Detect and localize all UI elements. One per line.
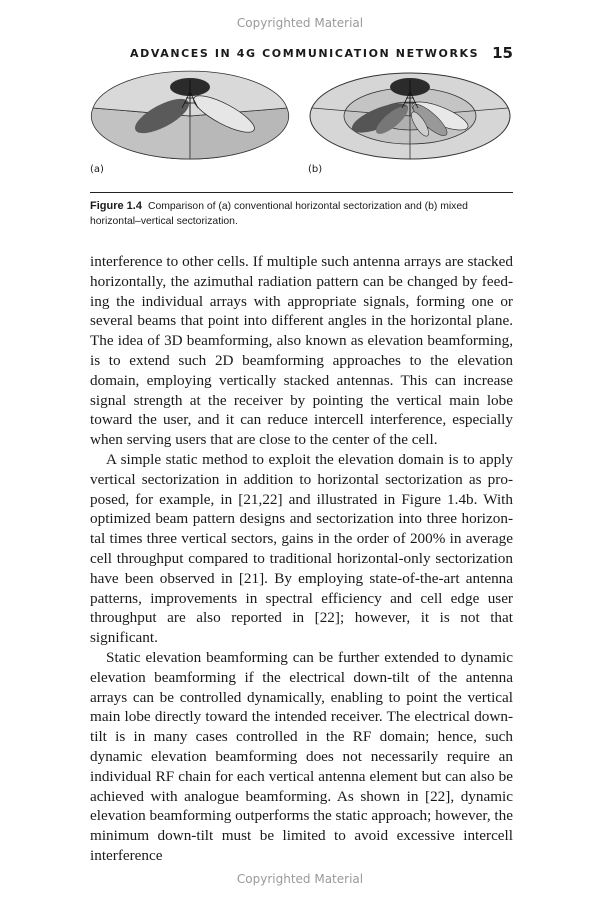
caption-rule	[90, 192, 513, 193]
panel-b-label: (b)	[308, 164, 323, 175]
copyright-watermark-top: Copyrighted Material	[236, 16, 364, 30]
figure-number: Figure 1.4	[90, 200, 142, 212]
figure-1-4	[90, 70, 513, 182]
paragraph: Static elevation beamforming can be further extended to dynamic elevation beamforming if the electrical down-tilt of the antenna arrays can be controlled dynamically, enabling to point the vertical main lobe directly toward the intended receiver. The electrical down-tilt is in many cases controlled in the RF domain; hence, such dynamic elevation beamforming does not necessarily require an individual RF chain for each vertical antenna element but can also be achieved with analogue beamforming. As shown in [22], dynamic elevation beamforming outperforms the static approach; however, the minimum down-tilt must be limited to avoid excessive intercell interference	[90, 648, 513, 864]
paragraph: interference to other cells. If multiple such antenna arrays are stacked horizontally, the azimuthal radiation pattern can be changed by feeding the individual arrays with appropriate signals, forming one or several beams that point into different angles in the horizontal plane. The idea of 3D beamforming, also known as elevation beamforming, is to extend such 2D beamforming approaches to the elevation domain, employing vertically stacked antennas. This can increase signal strength at the receiver by pointing the vertical main lobe toward the user, and it can reduce intercell interference, especially when serving users that are close to the center of the cell.	[90, 253, 513, 449]
page-number: 15	[492, 44, 513, 62]
figure-caption	[90, 199, 513, 229]
panel-b-diagram	[308, 70, 513, 162]
panel-a-label: (a)	[90, 164, 104, 175]
body-text	[90, 252, 513, 866]
paragraph: A simple static method to exploit the elevation domain is to apply vertical sectorization in addition to horizontal sectorization as proposed, for example, in [21,22] and illustrated in Figure 1.4b. With optimized beam pattern designs and sectorization into three horizontal times three vertical sectors, gains in the order of 200% in average cell throughput compared to traditional horizontal-only sectorization have been observed in [21]. By employing state-of-the-art antenna patterns, improvements in spectral efficiency and cell edge user throughput are also reported in [22]; however, it is not that significant.	[90, 450, 513, 647]
copyright-watermark-bottom: Copyrighted Material	[236, 872, 364, 886]
running-title: ADVANCES IN 4G COMMUNICATION NETWORKS	[130, 47, 480, 60]
panel-a-diagram	[90, 70, 290, 162]
running-header	[90, 44, 513, 64]
figure-caption-text: Comparison of (a) conventional horizontal sectorization and (b) mixed horizontal–vertical sectorization.	[90, 201, 468, 227]
